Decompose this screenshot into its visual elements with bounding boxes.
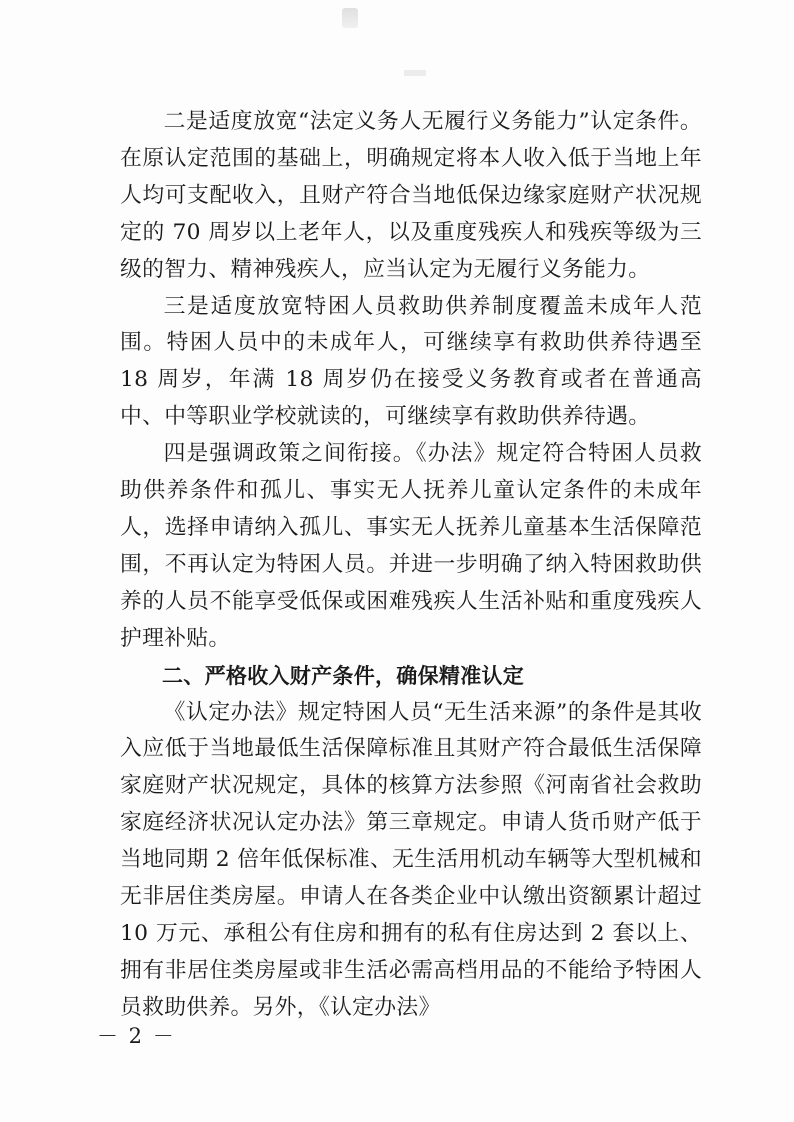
scan-artifact [342,8,358,28]
paragraph-income-property-conditions: 《认定办法》规定特困人员“无生活来源”的条件是其收入应低于当地最低生活保障标准且其财产符合最低生活保障家庭财产状况规定，具体的核算方法参照《河南省社会救助家庭经济状况认定办法》第三章规定。申请人货币财产低于当地同期 2 倍年低保标准、无生活用机动车辆等大型机械和无非居住类房屋。申请人在各类企业中认缴出资额累计超过 10 万元、承租公有住房和拥有的私有住房达到 2 套以上、拥有非居住类房屋或非生活必需高档用品的不能给予特困人员救助供养。另外，《认定办法》 [120,699,702,1020]
paragraph-policy-linkage: 四是强调政策之间衔接。《办法》规定符合特困人员救助供养条件和孤儿、事实无人抚养儿童认定条件的未成年人，选择申请纳入孤儿、事实无人抚养儿童基本生活保障范围，不再认定为特困人员。并进一步明确了纳入特困救助供养的人员不能享受低保或困难残疾人生活补贴和重度残疾人护理补贴。 [120,441,702,651]
paragraph-minors-coverage: 三是适度放宽特困人员救助供养制度覆盖未成年人范围。特困人员中的未成年人，可继续享有救助供养待遇至 18 周岁，年满 18 周岁仍在接受义务教育或者在普通高中、中等职业学校就读的，可继续享有救助供养待遇。 [120,293,702,430]
page-number: － 2 － [97,1024,176,1048]
document-body [120,104,702,1027]
paragraph-relaxed-obligor-criteria: 二是适度放宽“法定义务人无履行义务能力”认定条件。在原认定范围的基础上，明确规定将本人收入低于当地上年人均可支配收入，且财产符合当地低保边缘家庭财产状况规定的 70 周岁以上老年人，以及重度残疾人和残疾等级为三级的智力、精神残疾人，应当认定为无履行义务能力。 [120,109,702,282]
scan-artifact [404,70,426,76]
section-heading: 二、严格收入财产条件，确保精准认定 [162,663,525,688]
